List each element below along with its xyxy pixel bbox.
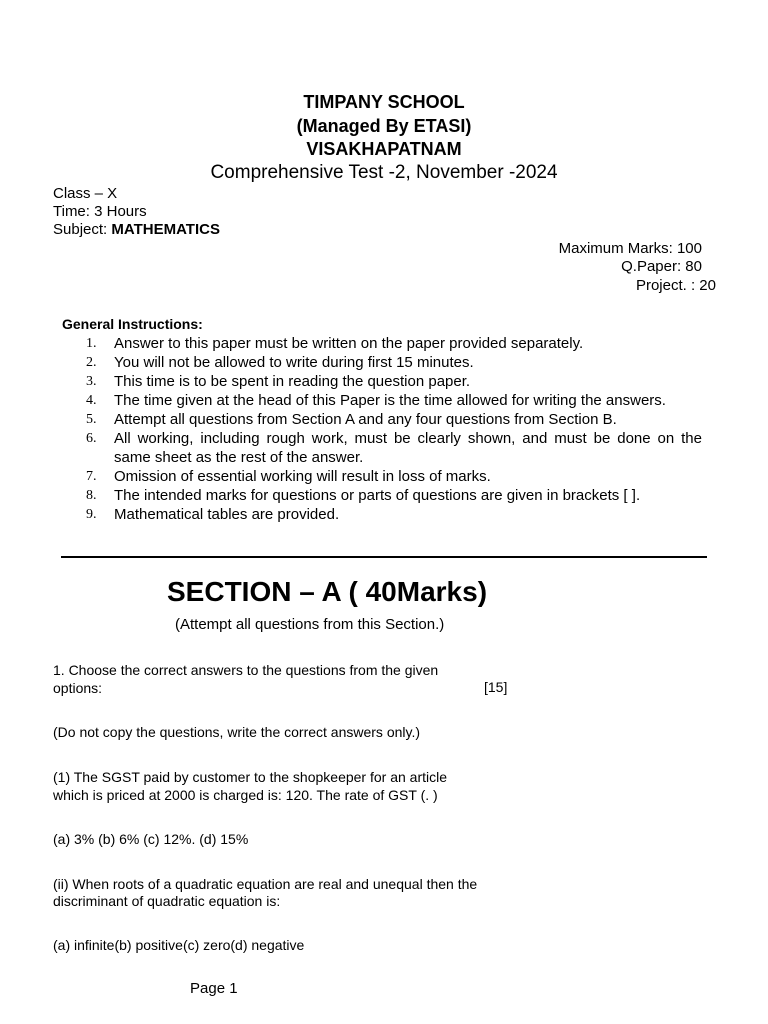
managed-by: (Managed By ETASI) xyxy=(296,116,472,136)
page-number: Page 1 xyxy=(190,980,238,997)
subquestion-1-line-2: which is priced at 2000 is charged is: 120. The rate of GST (. ) xyxy=(53,787,438,803)
instruction-number: 4. xyxy=(86,393,97,408)
subquestion-1-line-1: (1) The SGST paid by customer to the shopkeeper for an article xyxy=(53,769,448,785)
instruction-text: The intended marks for questions or parts of questions are given in brackets [ ]. xyxy=(114,487,641,504)
class-label: Class – X xyxy=(53,185,118,202)
instruction-number: 2. xyxy=(86,355,97,370)
question-1-line-1: 1. Choose the correct answers to the questions from the given xyxy=(53,662,439,678)
maximum-marks: Maximum Marks: 100 xyxy=(558,240,702,257)
answer-instruction: (Do not copy the questions, write the correct answers only.) xyxy=(53,724,421,740)
instructions-title: General Instructions: xyxy=(62,316,203,332)
instruction-number: 9. xyxy=(86,507,97,522)
instruction-item xyxy=(62,410,702,429)
instruction-text: Omission of essential working will result in loss of marks. xyxy=(114,468,491,485)
instruction-item xyxy=(62,429,702,467)
project-marks: Project. : 20 xyxy=(635,277,716,294)
subquestion-2-line-2: discriminant of quadratic equation is: xyxy=(53,893,281,909)
instruction-text: The time given at the head of this Paper is the time allowed for writing the answers. xyxy=(114,392,666,409)
instruction-item xyxy=(62,372,702,391)
instruction-text: Mathematical tables are provided. xyxy=(114,506,340,523)
instruction-text: All working, including rough work, must be clearly shown, and must be done on the same sheet as the rest of the answer. xyxy=(114,430,702,466)
test-title: Comprehensive Test -2, November -2024 xyxy=(210,162,558,183)
instruction-item xyxy=(62,353,702,372)
section-divider xyxy=(61,556,707,558)
instruction-item xyxy=(62,505,702,524)
instruction-item xyxy=(62,391,702,410)
subject-value: MATHEMATICS xyxy=(111,221,220,238)
subquestion-2-line-1: (ii) When roots of a quadratic equation are real and unequal then the xyxy=(53,876,478,892)
section-note: (Attempt all questions from this Section.) xyxy=(175,616,445,633)
qpaper-marks: Q.Paper: 80 xyxy=(621,258,702,275)
instruction-number: 8. xyxy=(86,488,97,503)
instruction-text: This time is to be spent in reading the question paper. xyxy=(114,373,471,390)
instruction-number: 7. xyxy=(86,469,97,484)
instruction-text: You will not be allowed to write during first 15 minutes. xyxy=(114,354,474,371)
instruction-item xyxy=(62,486,702,505)
section-title: SECTION – A ( 40Marks) xyxy=(167,576,488,607)
question-1-line-2: options: xyxy=(53,680,103,696)
city-name: VISAKHAPATNAM xyxy=(306,139,462,159)
instruction-number: 5. xyxy=(86,412,97,427)
question-1-marks: [15] xyxy=(484,679,508,695)
instruction-item xyxy=(62,334,702,353)
time-label: Time: 3 Hours xyxy=(53,203,147,220)
subquestion-2-options: (a) infinite(b) positive(c) zero(d) negative xyxy=(53,937,305,953)
instruction-item xyxy=(62,467,702,486)
instructions-list xyxy=(62,334,702,524)
instruction-text: Attempt all questions from Section A and any four questions from Section B. xyxy=(114,411,617,428)
subquestion-1-options: (a) 3% (b) 6% (c) 12%. (d) 15% xyxy=(53,831,249,847)
subject-line xyxy=(53,221,220,238)
instruction-text: Answer to this paper must be written on the paper provided separately. xyxy=(114,335,584,352)
instruction-number: 6. xyxy=(86,431,97,446)
instruction-number: 1. xyxy=(86,336,97,351)
school-name: TIMPANY SCHOOL xyxy=(303,92,465,112)
subject-label: Subject: xyxy=(53,221,112,238)
instruction-number: 3. xyxy=(86,374,97,389)
